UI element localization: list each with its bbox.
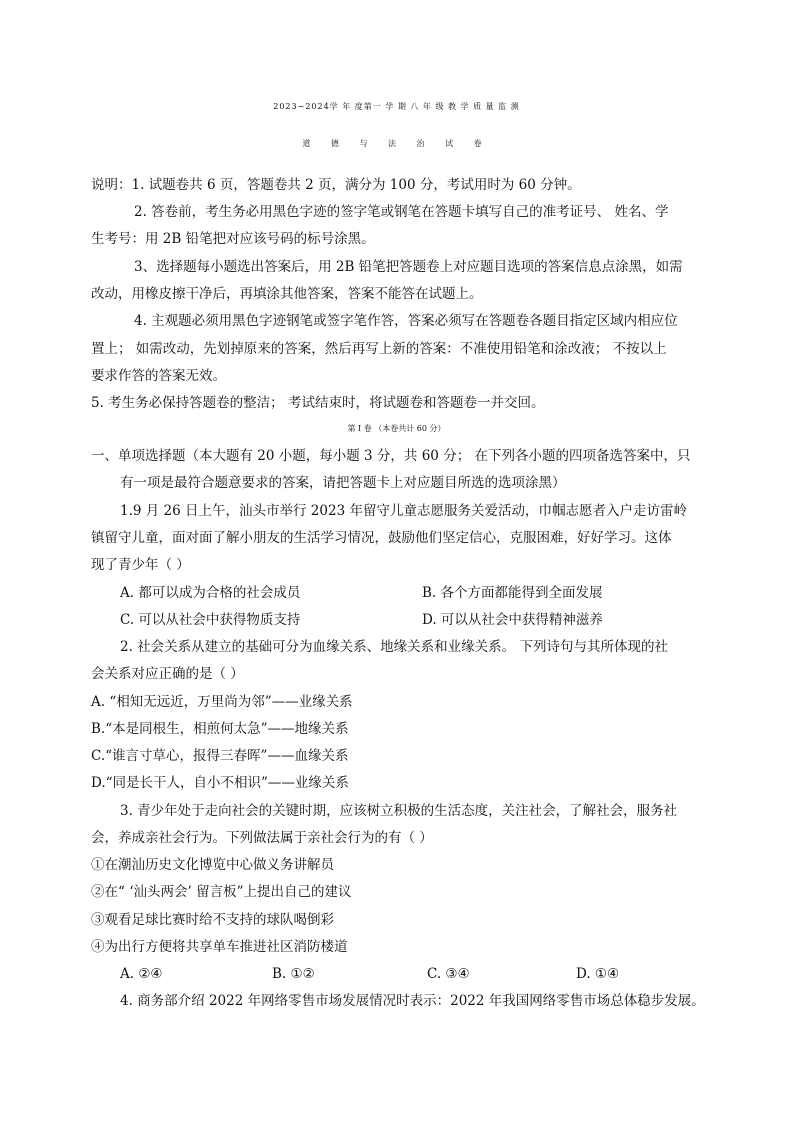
section-title: 第 Ⅰ 卷 （本卷共计 60 分） bbox=[347, 424, 446, 433]
question-stem: 会，养成亲社会行为。下列做法属于亲社会行为的有（ ） bbox=[91, 830, 433, 846]
part-heading: 一、单项选择题（本大题有 20 小题，每小题 3 分，共 60 分； 在下列各小题的四项备选答案中，只 bbox=[91, 448, 691, 464]
question-stem: 镇留守儿童，面对面了解小朋友的生活学习情况，鼓励他们坚定信心，克服困难，好好学习。这体 bbox=[91, 530, 672, 546]
instruction-line: 4. 主观题必须用黑色字迹钢笔或签字笔作答，答案必须写在答题卷各题目指定区域内相应位 bbox=[134, 313, 678, 329]
option-b: B. ①② bbox=[272, 966, 315, 982]
option-d: D. ①④ bbox=[576, 966, 620, 982]
option-b: B. 各个方面都能得到全面发展 bbox=[422, 585, 603, 601]
option-d: D. 可以从社会中获得精神滋养 bbox=[422, 612, 603, 628]
option-c: C.“谁言寸草心，报得三春晖”——血缘关系 bbox=[91, 748, 349, 764]
instruction-line: 置上； 如需改动，先划掉原来的答案，然后再写上新的答案：不准使用铅笔和涂改液； 不按以上 bbox=[91, 341, 667, 357]
option-c: C. 可以从社会中获得物质支持 bbox=[120, 612, 301, 628]
part-heading: 有一项是最符合题意要求的答案，请把答题卡上对应题目所选的选项涂黑） bbox=[120, 475, 566, 491]
exam-title: 2023~2024学 年 度第一 学 期 八 年 级 教 学 质 量 监 测 bbox=[273, 102, 520, 111]
instruction-line: 改动，用橡皮擦干净后，再填涂其他答案，答案不能答在试题上。 bbox=[91, 286, 483, 302]
option-c: C. ③④ bbox=[427, 966, 470, 982]
instruction-line: 要求作答的答案无效。 bbox=[91, 368, 226, 384]
question-stem: 2. 社会关系从建立的基础可分为血缘关系、地缘关系和业缘关系。 下列诗句与其所体现的社 bbox=[120, 639, 668, 655]
option-b: B.“本是同根生，相煎何太急”——地缘关系 bbox=[91, 721, 349, 737]
statement-item: ④为出行方便将共享单车推进社区消防楼道 bbox=[91, 939, 348, 955]
question-stem: 现了青少年（ ） bbox=[91, 557, 190, 573]
statement-item: ②在“ ‘汕头两会’ 留言板”上提出自己的建议 bbox=[91, 884, 352, 900]
subject-title: 道 德 与 法 治 试 卷 bbox=[302, 139, 491, 148]
instruction-line: 说明：1. 试题卷共 6 页，答题卷共 2 页，满分为 100 分，考试用时为 60 分钟。 bbox=[91, 177, 581, 193]
instruction-line: 3、选择题每小题选出答案后，用 2B 铅笔把答题卷上对应题目选项的答案信息点涂黑，如需 bbox=[134, 259, 683, 275]
option-a: A. 都可以成为合格的社会成员 bbox=[120, 585, 301, 601]
statement-item: ③观看足球比赛时给不支持的球队喝倒彩 bbox=[91, 912, 334, 928]
option-a: A. ②④ bbox=[120, 966, 163, 982]
instruction-line: 生考号：用 2B 铅笔把对应该号码的标号涂黑。 bbox=[91, 231, 375, 247]
instruction-line: 2. 答卷前，考生务必用黑色字迹的签字笔或钢笔在答题卡填写自己的准考证号、 姓名、学 bbox=[134, 204, 669, 220]
instruction-line: 5. 考生务必保持答题卷的整洁； 考试结束时，将试题卷和答题卷一并交回。 bbox=[91, 395, 545, 411]
option-a: A. “相知无远近，万里尚为邻”——业缘关系 bbox=[91, 694, 353, 710]
statement-item: ①在潮汕历史文化博览中心做义务讲解员 bbox=[91, 857, 334, 873]
question-stem: 会关系对应正确的是（ ） bbox=[91, 666, 244, 682]
question-stem: 3. 青少年处于走向社会的关键时期，应该树立积极的生活态度，关注社会，了解社会，服务社 bbox=[120, 803, 678, 819]
option-d: D.“同是长干人，自小不相识”——业缘关系 bbox=[91, 775, 349, 791]
question-stem: 1.9 月 26 日上午，汕头市举行 2023 年留守儿童志愿服务关爱活动，巾帼志愿者入户走访雷岭 bbox=[120, 503, 687, 519]
question-stem: 4. 商务部介绍 2022 年网络零售市场发展情况时表示：2022 年我国网络零售市场总体稳步发展。 bbox=[120, 993, 705, 1009]
